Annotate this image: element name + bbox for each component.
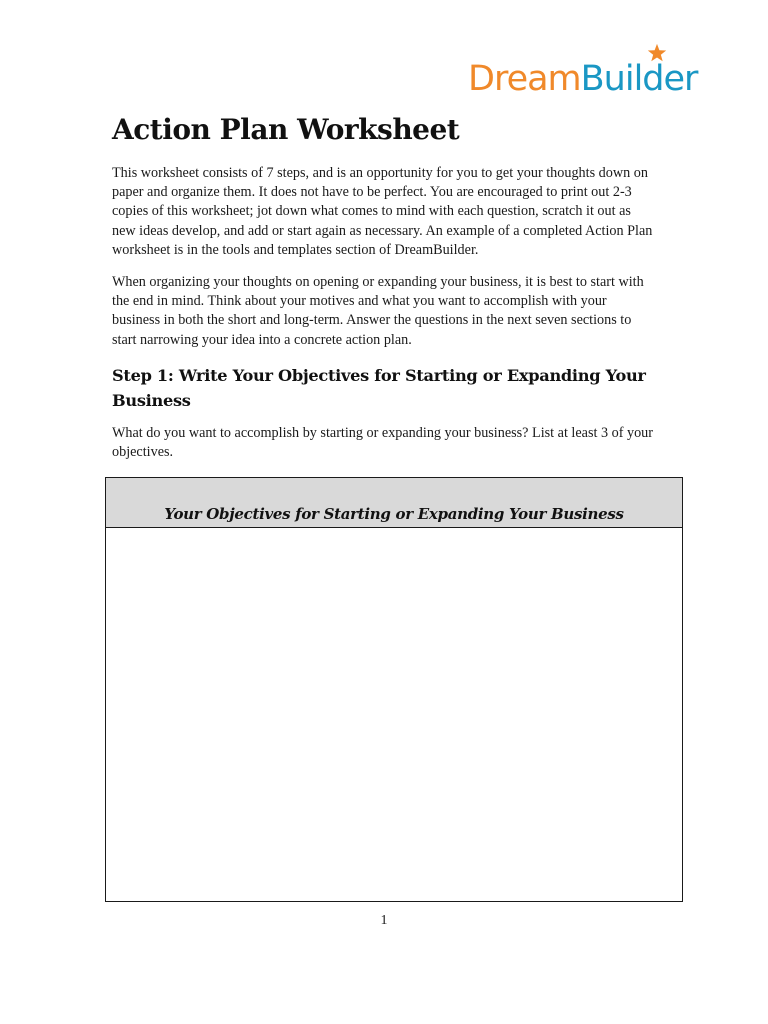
objectives-table-header: Your Objectives for Starting or Expanding Your Business <box>106 478 682 528</box>
page-number: 1 <box>380 913 388 928</box>
logo-text-dream: Dream <box>468 59 581 99</box>
step-1-question: What do you want to accomplish by starting or expanding your business? List at least 3 of your objectives. <box>112 425 653 461</box>
dreambuilder-logo <box>468 42 708 102</box>
organizing-paragraph: When organizing your thoughts on opening or expanding your business, it is best to start with the end in mind. Think about your motives and what you want to accomplish with your business in both the short and long-term. Answer the questions in the next seven sections to start narrowing your idea into a concrete action plan. <box>112 274 644 348</box>
objectives-table <box>105 477 683 902</box>
page-title: Action Plan Worksheet <box>112 113 460 146</box>
logo-text-builder: Builder <box>580 59 698 99</box>
logo-wordmark <box>468 59 698 99</box>
intro-paragraph: This worksheet consists of 7 steps, and is an opportunity for you to get your thoughts down on paper and organize them. It does not have to be perfect. You are encouraged to print out 2-3 copies of this worksheet; jot down what comes to mind with each question, scratch it out as new ideas develop, and add or start again as necessary. An example of a completed Action Plan worksheet is in the tools and templates section of DreamBuilder. <box>112 165 653 258</box>
objectives-writing-area[interactable] <box>106 528 682 901</box>
step-1-heading: Step 1: Write Your Objectives for Starting or Expanding Your Business <box>112 366 646 410</box>
